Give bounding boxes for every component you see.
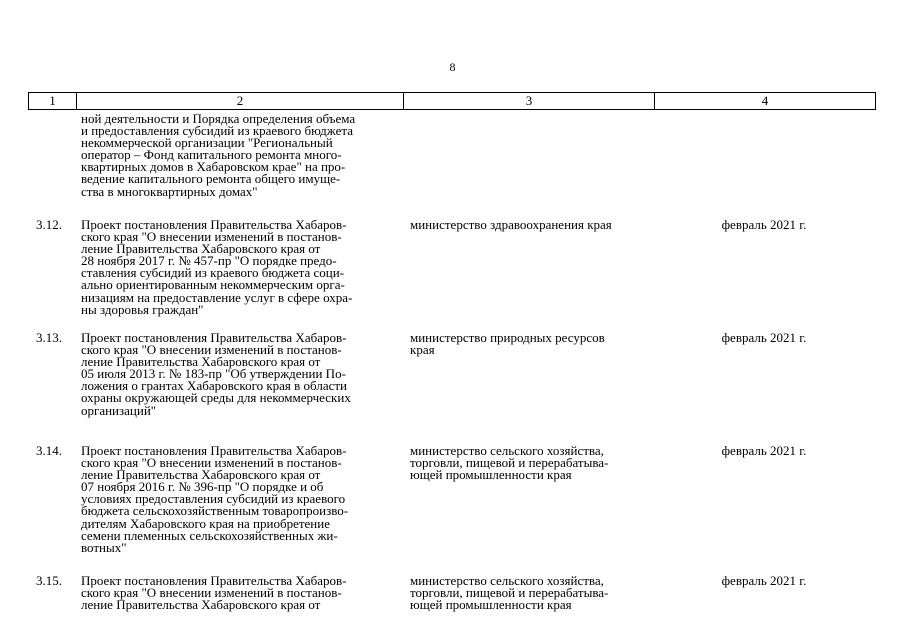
responsible-agency	[403, 445, 654, 575]
title-line: Проект постановления Правительства Хабаров-	[81, 573, 347, 588]
title-line: Проект постановления Правительства Хабаров-	[81, 217, 347, 232]
title-line: охраны окружающей среды для некоммерческих	[81, 390, 351, 406]
title-line: Проект постановления Правительства Хабаров-	[81, 330, 347, 345]
title-line: 05 июля 2013 г. № 183-пр "Об утверждении По-	[81, 366, 346, 382]
title-line: 07 ноября 2016 г. № 396-пр "О порядке и об	[81, 479, 324, 495]
title-line: низациям на предоставление услуг в сфере охра-	[81, 289, 353, 305]
agency-line: ющей промышленности края	[410, 597, 572, 613]
title-line: и предоставления субсидий из краевого бюджета	[81, 123, 353, 139]
agency-line: министерство сельского хозяйства,	[410, 573, 604, 588]
title-line: ставления субсидий из краевого бюджета соци-	[81, 265, 345, 281]
deadline: февраль 2021 г.	[721, 217, 807, 232]
row-number: 3.14.	[36, 443, 62, 458]
title-line: 28 ноября 2017 г. № 457-пр "О порядке предо-	[81, 253, 337, 269]
responsible-agency	[403, 575, 654, 635]
agency-line: края	[410, 342, 435, 358]
responsible-agency	[403, 332, 654, 445]
table-row	[28, 332, 876, 445]
row-number: 3.12.	[36, 217, 62, 232]
table-row	[28, 575, 876, 635]
agency-line: министерство сельского хозяйства,	[410, 443, 604, 458]
agency-line: ющей промышленности края	[410, 467, 572, 483]
row-number	[28, 113, 76, 219]
title-line: дителям Хабаровского края на приобретение	[81, 515, 330, 531]
agency-line: министерство здравоохранения края	[410, 217, 612, 232]
title-line: ложения о грантах Хабаровского края в области	[81, 378, 348, 394]
title-line: ского края "О внесении изменений в постанов-	[81, 455, 342, 471]
title-line: ского края "О внесении изменений в постанов-	[81, 342, 342, 358]
title-line: квартирных домов в Хабаровском крае" на про-	[81, 159, 346, 175]
title-line: оператор – Фонд капитального ремонта много-	[81, 147, 342, 163]
title-line: Проект постановления Правительства Хабаров-	[81, 443, 347, 458]
table-row	[28, 219, 876, 332]
deadline: февраль 2021 г.	[721, 330, 807, 345]
deadline	[654, 113, 874, 219]
title-line: ства в многоквартирных домах"	[81, 183, 258, 199]
column-header-4: 4	[761, 93, 769, 108]
column-header-2: 2	[77, 93, 404, 109]
title-line: ны здоровья граждан"	[81, 301, 204, 317]
title-line: ского края "О внесении изменений в постанов-	[81, 585, 342, 601]
document-title	[76, 445, 403, 575]
title-line: ление Правительства Хабаровского края от	[81, 354, 321, 370]
table-row	[28, 445, 876, 575]
column-header-3: 3	[404, 93, 655, 109]
title-line: условиях предоставления субсидий из краевого	[81, 491, 346, 507]
row-number: 3.13.	[36, 330, 62, 345]
title-line: организаций"	[81, 402, 157, 418]
document-title	[76, 575, 403, 635]
page-number: 8	[449, 60, 456, 74]
table-row	[28, 113, 876, 219]
title-line: вотных"	[81, 539, 127, 555]
title-line: ной деятельности и Порядка определения объема	[81, 111, 356, 126]
responsible-agency	[403, 219, 654, 332]
deadline: февраль 2021 г.	[721, 443, 807, 458]
title-line: ведение капитального ремонта общего имуще-	[81, 171, 341, 187]
title-line: ление Правительства Хабаровского края от	[81, 467, 321, 483]
document-title	[76, 332, 403, 445]
agency-line: торговли, пищевой и перерабатыва-	[410, 585, 609, 601]
table-header-row	[28, 92, 876, 110]
row-number: 3.15.	[36, 573, 62, 588]
title-line: ление Правительства Хабаровского края от	[81, 597, 321, 613]
document-title	[76, 113, 403, 219]
title-line: ление Правительства Хабаровского края от	[81, 241, 321, 257]
title-line: семени племенных сельскохозяйственных жи-	[81, 527, 338, 543]
document-title	[76, 219, 403, 332]
responsible-agency	[403, 113, 654, 219]
title-line: ского края "О внесении изменений в постанов-	[81, 229, 342, 245]
agency-line: министерство природных ресурсов	[410, 330, 605, 345]
deadline: февраль 2021 г.	[721, 573, 807, 588]
column-header-1: 1	[29, 93, 77, 109]
title-line: бюджета сельскохозяйственным товаропроизво-	[81, 503, 349, 519]
title-line: некоммерческой организации "Региональный	[81, 135, 333, 151]
title-line: ально ориентированным некоммерческим орга-	[81, 277, 345, 293]
agency-line: торговли, пищевой и перерабатыва-	[410, 455, 609, 471]
table-body	[28, 113, 876, 635]
